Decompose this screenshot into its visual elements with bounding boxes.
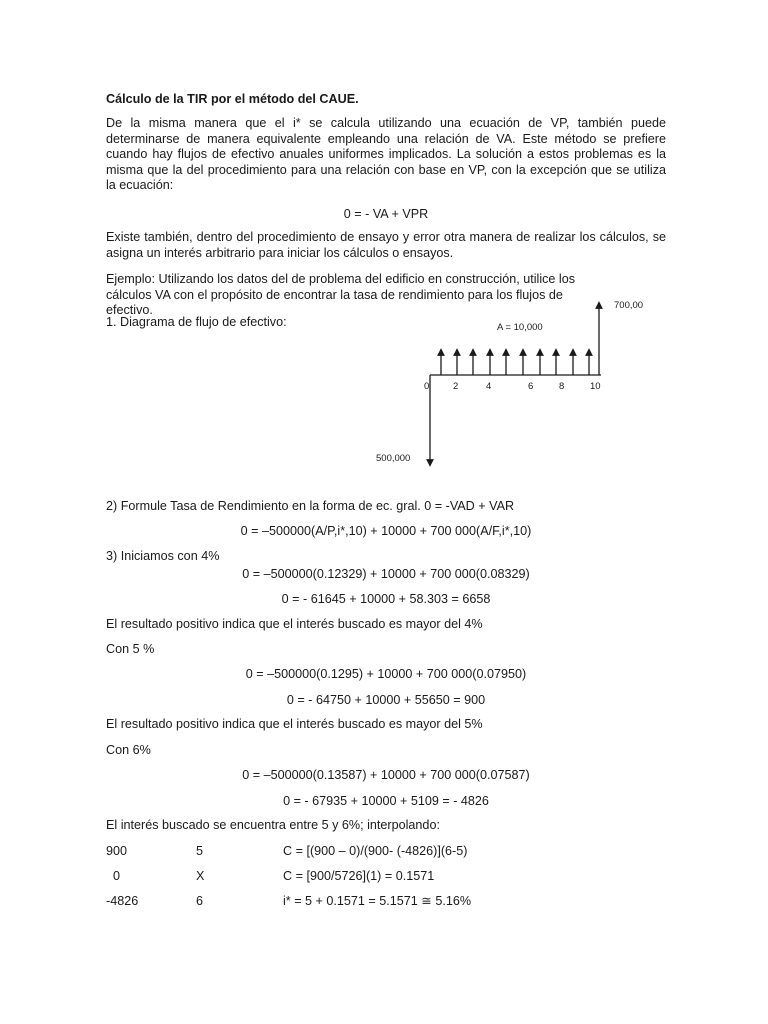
equation-5-percent-a: 0 = –500000(0.1295) + 10000 + 700 000(0.07950) bbox=[245, 667, 527, 681]
label-5-percent: Con 5 % bbox=[106, 642, 155, 656]
interpolation-intro: El interés buscado se encuentra entre 5 y 6%; interpolando: bbox=[106, 818, 440, 832]
table-cell: -4826 bbox=[106, 894, 139, 908]
equation-5-percent-b: 0 = - 64750 + 10000 + 55650 = 900 bbox=[286, 693, 486, 707]
general-equation: 0 = –500000(A/P,i*,10) + 10000 + 700 000(A/F,i*,10) bbox=[240, 524, 532, 538]
tick-2: 2 bbox=[453, 381, 459, 392]
intro-paragraph: De la misma manera que el i* se calcula utilizando una ecuación de VP, también puede determinarse de manera equivalente empleando una relación de VA. Este método se prefiere cuando hay flujos de efectivo anuales uniformes implicados. La solución a estos problemas es la misma que la del procedimiento para una relación con base en VP, con la excepción que se utiliza la ecuación: bbox=[106, 116, 666, 192]
table-cell: i* = 5 + 0.1571 = 5.1571 ≅ 5.16% bbox=[283, 894, 472, 908]
final-value-label: 700,00 bbox=[614, 300, 644, 311]
tick-0: 0 bbox=[424, 381, 430, 392]
paragraph-example: Ejemplo: Utilizando los datos del de problema del edificio en construcción, utilice los cálculos VA con el propósito de encontrar la tasa de rendimiento para los flujos de efectivo. bbox=[106, 272, 576, 317]
table-cell: 0 bbox=[113, 869, 121, 883]
page-title: Cálculo de la TIR por el método del CAUE. bbox=[106, 92, 359, 106]
tick-4: 4 bbox=[486, 381, 492, 392]
tick-8: 8 bbox=[559, 381, 565, 392]
table-cell: C = [(900 – 0)/(900- (-4826)](6-5) bbox=[283, 844, 468, 858]
equation-6-percent-b: 0 = - 67935 + 10000 + 5109 = - 4826 bbox=[283, 794, 489, 808]
result-5-percent: El resultado positivo indica que el interés buscado es mayor del 5% bbox=[106, 717, 483, 731]
table-cell: 900 bbox=[106, 844, 128, 858]
step-2: 2) Formule Tasa de Rendimiento en la forma de ec. gral. 0 = -VAD + VAR bbox=[106, 499, 515, 513]
annuity-label: A = 10,000 bbox=[497, 322, 543, 333]
step-3: 3) Iniciamos con 4% bbox=[106, 549, 220, 563]
tick-10: 10 bbox=[590, 381, 601, 392]
step-1: 1. Diagrama de flujo de efectivo: bbox=[106, 315, 287, 329]
equation-6-percent-a: 0 = –500000(0.13587) + 10000 + 700 000(0.07587) bbox=[242, 768, 530, 782]
initial-investment-label: 500,000 bbox=[376, 453, 411, 464]
table-cell: 6 bbox=[196, 894, 204, 908]
result-4-percent: El resultado positivo indica que el interés buscado es mayor del 4% bbox=[106, 617, 483, 631]
table-cell: 5 bbox=[196, 844, 204, 858]
label-6-percent: Con 6% bbox=[106, 743, 151, 757]
table-cell: X bbox=[196, 869, 205, 883]
paragraph-trial: Existe también, dentro del procedimiento de ensayo y error otra manera de realizar los cálculos, se asigna un interés arbitrario para iniciar los cálculos o ensayos. bbox=[106, 230, 666, 260]
equation-4-percent-a: 0 = –500000(0.12329) + 10000 + 700 000(0.08329) bbox=[242, 567, 530, 581]
annuity-arrows bbox=[441, 352, 589, 375]
table-cell: C = [900/5726](1) = 0.1571 bbox=[283, 869, 435, 883]
main-equation: 0 = - VA + VPR bbox=[343, 207, 429, 221]
equation-4-percent-b: 0 = - 61645 + 10000 + 58.303 = 6658 bbox=[281, 592, 491, 606]
tick-6: 6 bbox=[528, 381, 534, 392]
